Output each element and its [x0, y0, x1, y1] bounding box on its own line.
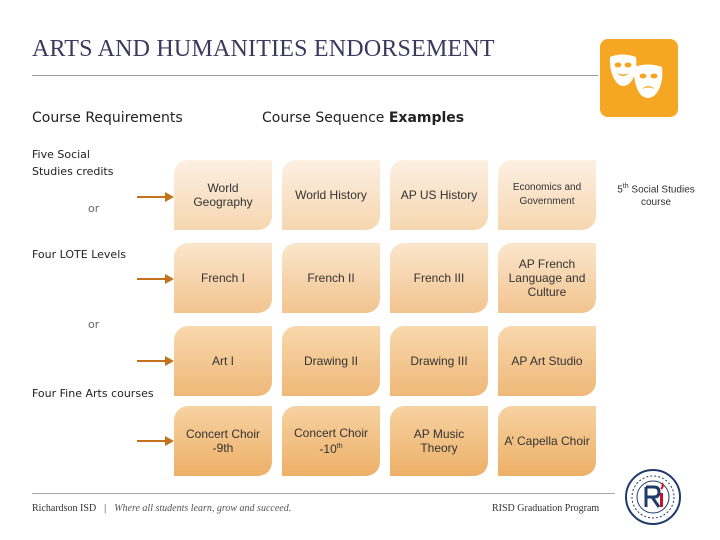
course-box-french-3: French III [390, 243, 488, 313]
social-studies-requirement: Five Social Studies credits [32, 148, 114, 178]
arrow-right-icon [136, 272, 176, 286]
arrow-right-icon [136, 190, 176, 204]
title-divider [32, 75, 598, 76]
page-title: ARTS AND HUMANITIES ENDORSEMENT [32, 36, 495, 62]
or-label: or [88, 202, 100, 215]
arrow-right-icon [136, 434, 176, 448]
lote-requirement: Four LOTE Levels [32, 248, 126, 261]
footer-program: RISD Graduation Program [492, 503, 600, 514]
course-box-ap-us-history: AP US History [390, 160, 488, 230]
course-box-ap-french: AP French Language and Culture [498, 243, 596, 313]
course-box-french-2: French II [282, 243, 380, 313]
course-box-world-history: World History [282, 160, 380, 230]
or-label: or [88, 318, 100, 331]
fifth-social-studies-note: 5th Social Studies course [617, 183, 695, 209]
course-sequence-heading: Course Sequence Examples [262, 110, 465, 126]
fine-arts-requirement: Four Fine Arts courses [32, 387, 154, 400]
course-box-french-1: French I [174, 243, 272, 313]
arrow-right-icon [136, 354, 176, 368]
course-box-drawing-2: Drawing II [282, 326, 380, 396]
course-requirements-heading: Course Requirements [32, 110, 183, 126]
course-box-concert-choir-9: Concert Choir -9th [174, 406, 272, 476]
course-box-acapella-choir: A’ Capella Choir [498, 406, 596, 476]
course-box-concert-choir-10: Concert Choir -10th [282, 406, 380, 476]
course-box-drawing-3: Drawing III [390, 326, 488, 396]
risd-seal-icon [624, 468, 682, 526]
theater-masks-icon [600, 39, 678, 117]
course-box-ap-music-theory: AP Music Theory [390, 406, 488, 476]
course-box-art-1: Art I [174, 326, 272, 396]
course-box-ap-art-studio: AP Art Studio [498, 326, 596, 396]
course-box-economics-government: Economics and Government [498, 160, 596, 230]
footer-divider [32, 493, 615, 494]
footer-district: Richardson ISD | Where all students learn, grow and succeed. [32, 503, 292, 514]
course-box-world-geography: World Geography [174, 160, 272, 230]
